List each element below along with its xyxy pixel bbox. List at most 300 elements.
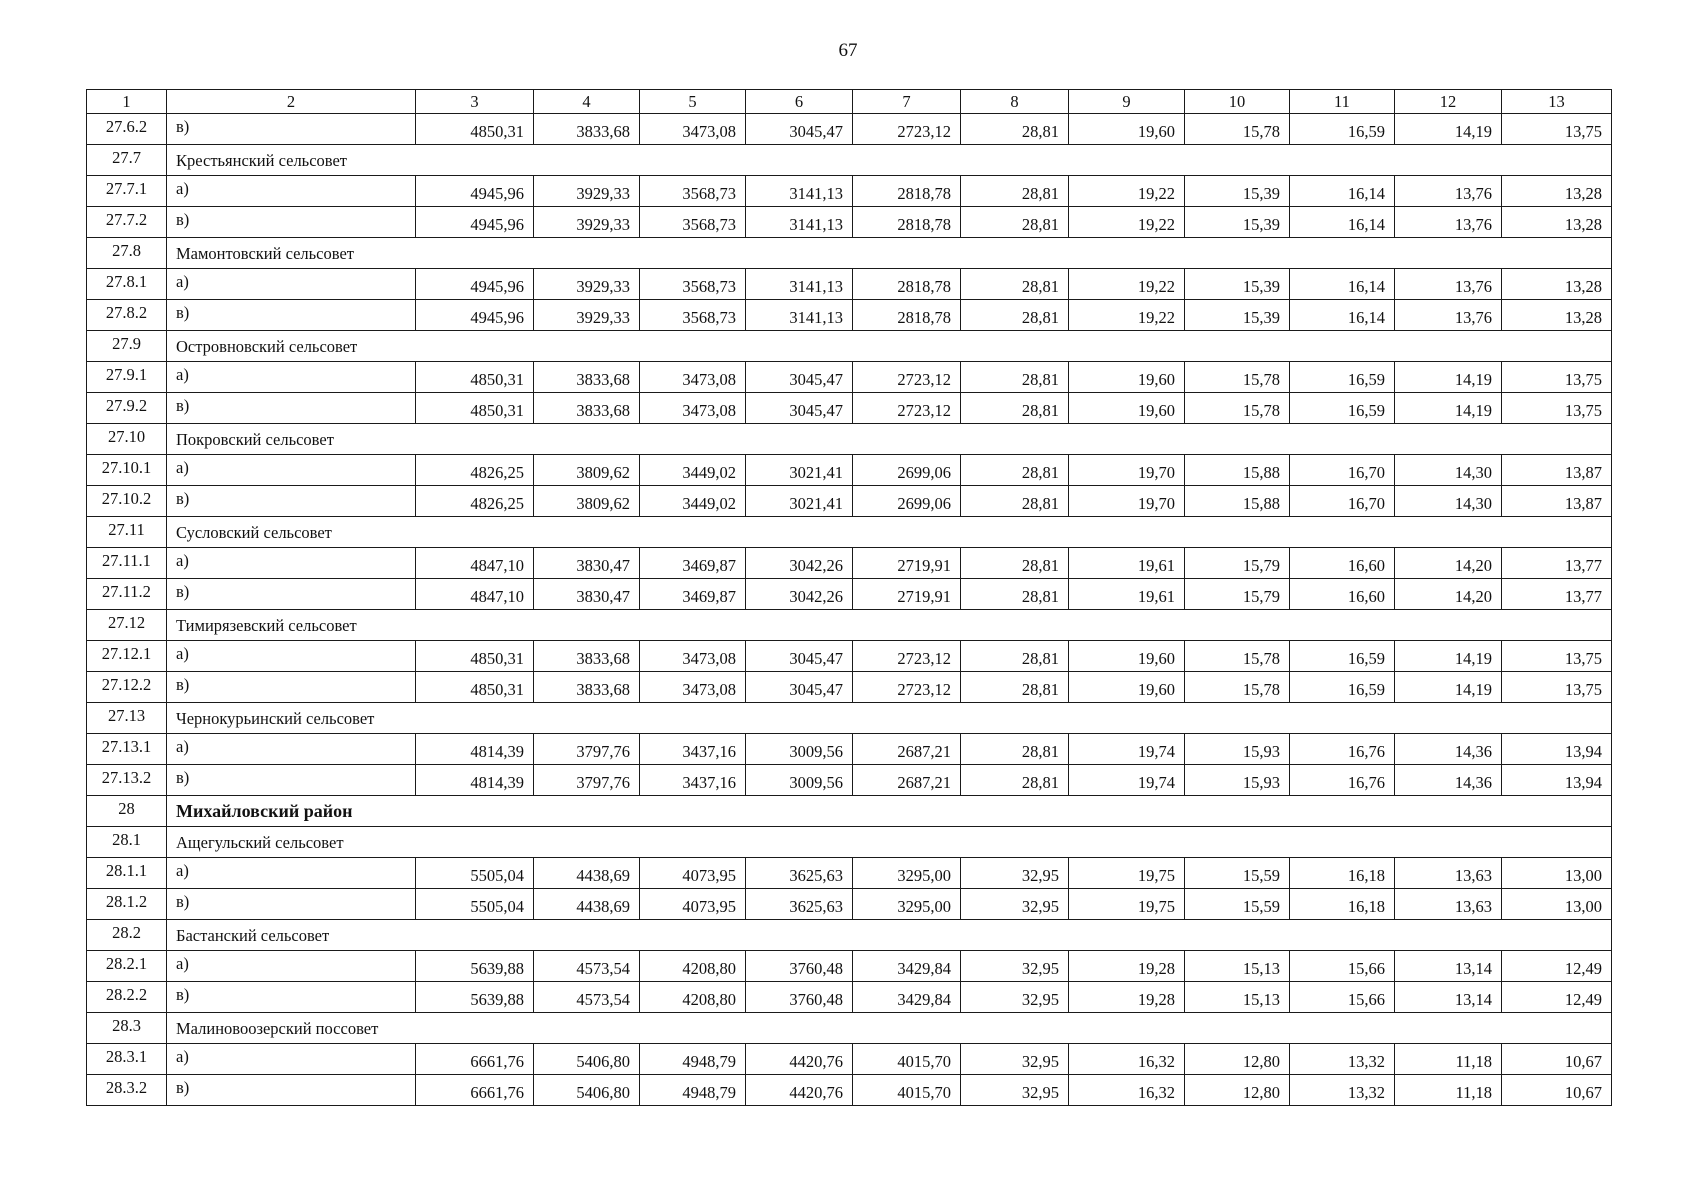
table-row [87, 269, 1612, 300]
section-title: Сусловский сельсовет [167, 517, 1612, 548]
row-code: 27.12.1 [87, 641, 167, 672]
value-cell-col-4: 3830,47 [534, 548, 640, 579]
row-item-label: в) [167, 207, 416, 238]
section-row [87, 703, 1612, 734]
value-cell-col-3: 4945,96 [416, 300, 534, 331]
value-cell-col-3: 4850,31 [416, 114, 534, 145]
value-cell-col-6: 3042,26 [746, 579, 853, 610]
value-cell-col-9: 19,60 [1069, 672, 1185, 703]
value-cell-col-3: 5505,04 [416, 858, 534, 889]
value-cell-col-3: 4847,10 [416, 548, 534, 579]
value-cell-col-13: 13,00 [1502, 858, 1612, 889]
value-cell-col-9: 19,60 [1069, 114, 1185, 145]
value-cell-col-7: 2719,91 [853, 579, 961, 610]
row-item-label: в) [167, 486, 416, 517]
value-cell-col-13: 13,75 [1502, 362, 1612, 393]
column-header-10: 10 [1185, 90, 1290, 114]
value-cell-col-11: 16,59 [1290, 393, 1395, 424]
value-cell-col-11: 15,66 [1290, 982, 1395, 1013]
value-cell-col-12: 14,19 [1395, 641, 1502, 672]
row-code: 28.2.1 [87, 951, 167, 982]
row-item-label: а) [167, 455, 416, 486]
row-item-label: а) [167, 734, 416, 765]
value-cell-col-5: 4073,95 [640, 889, 746, 920]
value-cell-col-8: 28,81 [961, 486, 1069, 517]
value-cell-col-12: 14,19 [1395, 114, 1502, 145]
table-row [87, 641, 1612, 672]
value-cell-col-11: 16,18 [1290, 889, 1395, 920]
section-title: Покровский сельсовет [167, 424, 1612, 455]
value-cell-col-6: 3021,41 [746, 455, 853, 486]
table-row [87, 207, 1612, 238]
value-cell-col-9: 19,60 [1069, 393, 1185, 424]
value-cell-col-11: 16,60 [1290, 548, 1395, 579]
row-item-label: в) [167, 579, 416, 610]
value-cell-col-7: 2719,91 [853, 548, 961, 579]
table-row [87, 455, 1612, 486]
value-cell-col-12: 13,76 [1395, 269, 1502, 300]
value-cell-col-7: 2687,21 [853, 765, 961, 796]
section-row [87, 424, 1612, 455]
column-header-12: 12 [1395, 90, 1502, 114]
row-code: 28 [87, 796, 167, 827]
value-cell-col-4: 5406,80 [534, 1075, 640, 1106]
value-cell-col-7: 4015,70 [853, 1044, 961, 1075]
value-cell-col-12: 14,30 [1395, 455, 1502, 486]
value-cell-col-10: 15,78 [1185, 114, 1290, 145]
value-cell-col-8: 32,95 [961, 889, 1069, 920]
row-item-label: а) [167, 548, 416, 579]
value-cell-col-11: 16,70 [1290, 486, 1395, 517]
value-cell-col-4: 3830,47 [534, 579, 640, 610]
value-cell-col-10: 15,59 [1185, 889, 1290, 920]
row-code: 27.12.2 [87, 672, 167, 703]
value-cell-col-4: 3833,68 [534, 672, 640, 703]
value-cell-col-4: 3809,62 [534, 455, 640, 486]
table-row [87, 579, 1612, 610]
value-cell-col-9: 19,74 [1069, 734, 1185, 765]
value-cell-col-11: 16,14 [1290, 300, 1395, 331]
row-item-label: а) [167, 1044, 416, 1075]
value-cell-col-13: 13,87 [1502, 455, 1612, 486]
value-cell-col-7: 3295,00 [853, 889, 961, 920]
value-cell-col-5: 3449,02 [640, 486, 746, 517]
value-cell-col-4: 3797,76 [534, 765, 640, 796]
value-cell-col-12: 13,76 [1395, 176, 1502, 207]
value-cell-col-11: 16,76 [1290, 765, 1395, 796]
value-cell-col-13: 13,77 [1502, 579, 1612, 610]
value-cell-col-5: 4948,79 [640, 1075, 746, 1106]
row-code: 28.2 [87, 920, 167, 951]
value-cell-col-9: 16,32 [1069, 1044, 1185, 1075]
value-cell-col-5: 3568,73 [640, 300, 746, 331]
value-cell-col-10: 15,79 [1185, 579, 1290, 610]
value-cell-col-9: 19,70 [1069, 486, 1185, 517]
value-cell-col-11: 13,32 [1290, 1044, 1395, 1075]
row-code: 27.7.1 [87, 176, 167, 207]
row-code: 27.13.1 [87, 734, 167, 765]
value-cell-col-8: 32,95 [961, 858, 1069, 889]
value-cell-col-12: 14,19 [1395, 672, 1502, 703]
table-row [87, 765, 1612, 796]
value-cell-col-10: 15,13 [1185, 951, 1290, 982]
table-row [87, 1075, 1612, 1106]
value-cell-col-13: 13,75 [1502, 672, 1612, 703]
value-cell-col-3: 4945,96 [416, 207, 534, 238]
row-code: 27.9.2 [87, 393, 167, 424]
value-cell-col-11: 16,14 [1290, 176, 1395, 207]
value-cell-col-3: 6661,76 [416, 1075, 534, 1106]
table-row [87, 300, 1612, 331]
value-cell-col-12: 13,14 [1395, 982, 1502, 1013]
column-header-3: 3 [416, 90, 534, 114]
value-cell-col-9: 19,61 [1069, 548, 1185, 579]
value-cell-col-5: 3437,16 [640, 734, 746, 765]
value-cell-col-4: 3833,68 [534, 641, 640, 672]
table-row [87, 672, 1612, 703]
section-row [87, 238, 1612, 269]
column-header-13: 13 [1502, 90, 1612, 114]
value-cell-col-12: 13,76 [1395, 300, 1502, 331]
value-cell-col-8: 32,95 [961, 951, 1069, 982]
value-cell-col-4: 3797,76 [534, 734, 640, 765]
value-cell-col-12: 14,19 [1395, 393, 1502, 424]
column-header-7: 7 [853, 90, 961, 114]
section-row [87, 1013, 1612, 1044]
value-cell-col-3: 4850,31 [416, 393, 534, 424]
value-cell-col-9: 19,22 [1069, 269, 1185, 300]
value-cell-col-5: 3568,73 [640, 207, 746, 238]
value-cell-col-11: 15,66 [1290, 951, 1395, 982]
value-cell-col-4: 3833,68 [534, 114, 640, 145]
value-cell-col-9: 19,60 [1069, 641, 1185, 672]
table-row [87, 362, 1612, 393]
value-cell-col-10: 15,59 [1185, 858, 1290, 889]
value-cell-col-8: 28,81 [961, 176, 1069, 207]
value-cell-col-13: 13,28 [1502, 176, 1612, 207]
table-row [87, 734, 1612, 765]
row-code: 28.3 [87, 1013, 167, 1044]
value-cell-col-10: 15,78 [1185, 641, 1290, 672]
row-code: 28.3.2 [87, 1075, 167, 1106]
row-item-label: в) [167, 1075, 416, 1106]
row-code: 27.11.2 [87, 579, 167, 610]
value-cell-col-12: 14,19 [1395, 362, 1502, 393]
table-row [87, 393, 1612, 424]
value-cell-col-6: 3045,47 [746, 641, 853, 672]
section-row [87, 610, 1612, 641]
value-cell-col-3: 4945,96 [416, 269, 534, 300]
value-cell-col-13: 13,00 [1502, 889, 1612, 920]
value-cell-col-9: 19,22 [1069, 300, 1185, 331]
column-header-6: 6 [746, 90, 853, 114]
row-code: 28.1.1 [87, 858, 167, 889]
value-cell-col-7: 2723,12 [853, 362, 961, 393]
column-header-4: 4 [534, 90, 640, 114]
row-code: 27.8.1 [87, 269, 167, 300]
value-cell-col-13: 13,94 [1502, 734, 1612, 765]
value-cell-col-7: 3429,84 [853, 982, 961, 1013]
value-cell-col-8: 28,81 [961, 362, 1069, 393]
row-code: 27.11.1 [87, 548, 167, 579]
value-cell-col-7: 2723,12 [853, 114, 961, 145]
value-cell-col-3: 5639,88 [416, 982, 534, 1013]
value-cell-col-4: 4438,69 [534, 889, 640, 920]
value-cell-col-10: 15,93 [1185, 734, 1290, 765]
row-code: 27.6.2 [87, 114, 167, 145]
value-cell-col-11: 16,18 [1290, 858, 1395, 889]
value-cell-col-6: 3045,47 [746, 114, 853, 145]
row-item-label: а) [167, 176, 416, 207]
value-cell-col-7: 2723,12 [853, 641, 961, 672]
value-cell-col-12: 13,63 [1395, 858, 1502, 889]
value-cell-col-11: 16,14 [1290, 207, 1395, 238]
value-cell-col-8: 32,95 [961, 1044, 1069, 1075]
value-cell-col-9: 19,74 [1069, 765, 1185, 796]
section-title: Малиновоозерский поссовет [167, 1013, 1612, 1044]
row-code: 27.9.1 [87, 362, 167, 393]
value-cell-col-5: 4208,80 [640, 982, 746, 1013]
value-cell-col-6: 3760,48 [746, 982, 853, 1013]
tariff-table [86, 89, 1612, 1106]
value-cell-col-5: 3473,08 [640, 114, 746, 145]
value-cell-col-10: 15,79 [1185, 548, 1290, 579]
value-cell-col-6: 3141,13 [746, 176, 853, 207]
table-row [87, 114, 1612, 145]
value-cell-col-9: 19,61 [1069, 579, 1185, 610]
value-cell-col-6: 3141,13 [746, 207, 853, 238]
value-cell-col-10: 15,78 [1185, 362, 1290, 393]
value-cell-col-4: 4573,54 [534, 982, 640, 1013]
value-cell-col-4: 3833,68 [534, 393, 640, 424]
value-cell-col-13: 13,75 [1502, 114, 1612, 145]
section-row [87, 827, 1612, 858]
value-cell-col-12: 13,76 [1395, 207, 1502, 238]
value-cell-col-6: 3141,13 [746, 300, 853, 331]
value-cell-col-3: 4850,31 [416, 641, 534, 672]
column-number-header [87, 90, 1612, 114]
value-cell-col-10: 15,88 [1185, 455, 1290, 486]
column-header-9: 9 [1069, 90, 1185, 114]
value-cell-col-10: 12,80 [1185, 1044, 1290, 1075]
table-row [87, 1044, 1612, 1075]
row-code: 27.7 [87, 145, 167, 176]
row-code: 27.13 [87, 703, 167, 734]
value-cell-col-5: 4948,79 [640, 1044, 746, 1075]
value-cell-col-3: 4814,39 [416, 734, 534, 765]
value-cell-col-9: 19,22 [1069, 207, 1185, 238]
value-cell-col-6: 3625,63 [746, 858, 853, 889]
value-cell-col-12: 11,18 [1395, 1044, 1502, 1075]
value-cell-col-3: 4847,10 [416, 579, 534, 610]
value-cell-col-13: 13,77 [1502, 548, 1612, 579]
table-row [87, 486, 1612, 517]
column-header-11: 11 [1290, 90, 1395, 114]
value-cell-col-7: 2723,12 [853, 672, 961, 703]
row-code: 27.12 [87, 610, 167, 641]
row-code: 27.13.2 [87, 765, 167, 796]
value-cell-col-13: 10,67 [1502, 1075, 1612, 1106]
value-cell-col-3: 4814,39 [416, 765, 534, 796]
row-code: 28.1.2 [87, 889, 167, 920]
value-cell-col-3: 4945,96 [416, 176, 534, 207]
value-cell-col-8: 28,81 [961, 300, 1069, 331]
value-cell-col-13: 13,28 [1502, 269, 1612, 300]
value-cell-col-8: 28,81 [961, 207, 1069, 238]
value-cell-col-5: 4073,95 [640, 858, 746, 889]
value-cell-col-10: 15,93 [1185, 765, 1290, 796]
table-row [87, 951, 1612, 982]
value-cell-col-9: 19,75 [1069, 889, 1185, 920]
value-cell-col-9: 19,28 [1069, 982, 1185, 1013]
value-cell-col-7: 4015,70 [853, 1075, 961, 1106]
value-cell-col-9: 19,22 [1069, 176, 1185, 207]
section-title: Бастанский сельсовет [167, 920, 1612, 951]
value-cell-col-13: 10,67 [1502, 1044, 1612, 1075]
value-cell-col-7: 2818,78 [853, 176, 961, 207]
value-cell-col-13: 13,75 [1502, 641, 1612, 672]
value-cell-col-10: 12,80 [1185, 1075, 1290, 1106]
value-cell-col-10: 15,39 [1185, 300, 1290, 331]
value-cell-col-7: 2818,78 [853, 269, 961, 300]
row-item-label: а) [167, 269, 416, 300]
value-cell-col-8: 28,81 [961, 269, 1069, 300]
value-cell-col-4: 3929,33 [534, 176, 640, 207]
value-cell-col-6: 3045,47 [746, 362, 853, 393]
value-cell-col-6: 3141,13 [746, 269, 853, 300]
row-code: 27.10.1 [87, 455, 167, 486]
value-cell-col-12: 14,20 [1395, 548, 1502, 579]
value-cell-col-7: 3429,84 [853, 951, 961, 982]
section-title: Ащегульский сельсовет [167, 827, 1612, 858]
page-number: 67 [838, 40, 858, 61]
row-item-label: в) [167, 393, 416, 424]
row-item-label: в) [167, 889, 416, 920]
row-code: 27.9 [87, 331, 167, 362]
value-cell-col-6: 3009,56 [746, 765, 853, 796]
value-cell-col-3: 6661,76 [416, 1044, 534, 1075]
column-header-8: 8 [961, 90, 1069, 114]
value-cell-col-5: 3449,02 [640, 455, 746, 486]
value-cell-col-11: 16,14 [1290, 269, 1395, 300]
section-row [87, 517, 1612, 548]
table-row [87, 889, 1612, 920]
value-cell-col-5: 3568,73 [640, 269, 746, 300]
value-cell-col-10: 15,39 [1185, 207, 1290, 238]
value-cell-col-6: 3045,47 [746, 672, 853, 703]
row-item-label: а) [167, 362, 416, 393]
value-cell-col-13: 13,94 [1502, 765, 1612, 796]
value-cell-col-5: 3473,08 [640, 641, 746, 672]
value-cell-col-9: 19,60 [1069, 362, 1185, 393]
section-title: Крестьянский сельсовет [167, 145, 1612, 176]
value-cell-col-13: 13,75 [1502, 393, 1612, 424]
value-cell-col-6: 3625,63 [746, 889, 853, 920]
section-title: Михайловский район [167, 796, 1612, 827]
value-cell-col-5: 3473,08 [640, 362, 746, 393]
row-code: 27.8 [87, 238, 167, 269]
column-header-5: 5 [640, 90, 746, 114]
value-cell-col-8: 28,81 [961, 672, 1069, 703]
value-cell-col-11: 16,59 [1290, 641, 1395, 672]
value-cell-col-4: 3809,62 [534, 486, 640, 517]
row-code: 27.7.2 [87, 207, 167, 238]
row-code: 28.2.2 [87, 982, 167, 1013]
value-cell-col-4: 3833,68 [534, 362, 640, 393]
value-cell-col-12: 14,20 [1395, 579, 1502, 610]
value-cell-col-10: 15,39 [1185, 176, 1290, 207]
table-row [87, 548, 1612, 579]
value-cell-col-7: 2699,06 [853, 455, 961, 486]
row-code: 27.11 [87, 517, 167, 548]
value-cell-col-5: 3568,73 [640, 176, 746, 207]
row-code: 28.3.1 [87, 1044, 167, 1075]
value-cell-col-13: 13,28 [1502, 207, 1612, 238]
row-item-label: в) [167, 114, 416, 145]
value-cell-col-3: 4850,31 [416, 672, 534, 703]
value-cell-col-7: 2818,78 [853, 300, 961, 331]
value-cell-col-5: 3437,16 [640, 765, 746, 796]
value-cell-col-6: 4420,76 [746, 1075, 853, 1106]
row-item-label: в) [167, 765, 416, 796]
table-row [87, 858, 1612, 889]
section-title: Островновский сельсовет [167, 331, 1612, 362]
value-cell-col-9: 19,75 [1069, 858, 1185, 889]
value-cell-col-3: 4826,25 [416, 486, 534, 517]
value-cell-col-9: 19,28 [1069, 951, 1185, 982]
value-cell-col-7: 2723,12 [853, 393, 961, 424]
value-cell-col-13: 13,87 [1502, 486, 1612, 517]
value-cell-col-6: 3045,47 [746, 393, 853, 424]
section-row [87, 920, 1612, 951]
value-cell-col-10: 15,88 [1185, 486, 1290, 517]
value-cell-col-11: 16,59 [1290, 362, 1395, 393]
row-item-label: а) [167, 858, 416, 889]
value-cell-col-3: 4826,25 [416, 455, 534, 486]
row-item-label: а) [167, 641, 416, 672]
section-title: Тимирязевский сельсовет [167, 610, 1612, 641]
value-cell-col-13: 12,49 [1502, 951, 1612, 982]
value-cell-col-13: 13,28 [1502, 300, 1612, 331]
value-cell-col-11: 16,59 [1290, 114, 1395, 145]
value-cell-col-12: 14,36 [1395, 765, 1502, 796]
value-cell-col-10: 15,39 [1185, 269, 1290, 300]
value-cell-col-11: 16,60 [1290, 579, 1395, 610]
row-code: 27.10.2 [87, 486, 167, 517]
value-cell-col-3: 4850,31 [416, 362, 534, 393]
column-header-1: 1 [87, 90, 167, 114]
value-cell-col-4: 3929,33 [534, 207, 640, 238]
value-cell-col-8: 32,95 [961, 982, 1069, 1013]
table-row [87, 982, 1612, 1013]
value-cell-col-9: 19,70 [1069, 455, 1185, 486]
value-cell-col-12: 13,14 [1395, 951, 1502, 982]
value-cell-col-8: 28,81 [961, 641, 1069, 672]
value-cell-col-12: 11,18 [1395, 1075, 1502, 1106]
table-row [87, 176, 1612, 207]
value-cell-col-7: 3295,00 [853, 858, 961, 889]
value-cell-col-3: 5639,88 [416, 951, 534, 982]
value-cell-col-5: 3469,87 [640, 548, 746, 579]
district-row [87, 796, 1612, 827]
value-cell-col-6: 4420,76 [746, 1044, 853, 1075]
section-row [87, 331, 1612, 362]
value-cell-col-12: 14,30 [1395, 486, 1502, 517]
section-row [87, 145, 1612, 176]
value-cell-col-6: 3009,56 [746, 734, 853, 765]
value-cell-col-8: 28,81 [961, 114, 1069, 145]
table-body [87, 90, 1612, 1106]
